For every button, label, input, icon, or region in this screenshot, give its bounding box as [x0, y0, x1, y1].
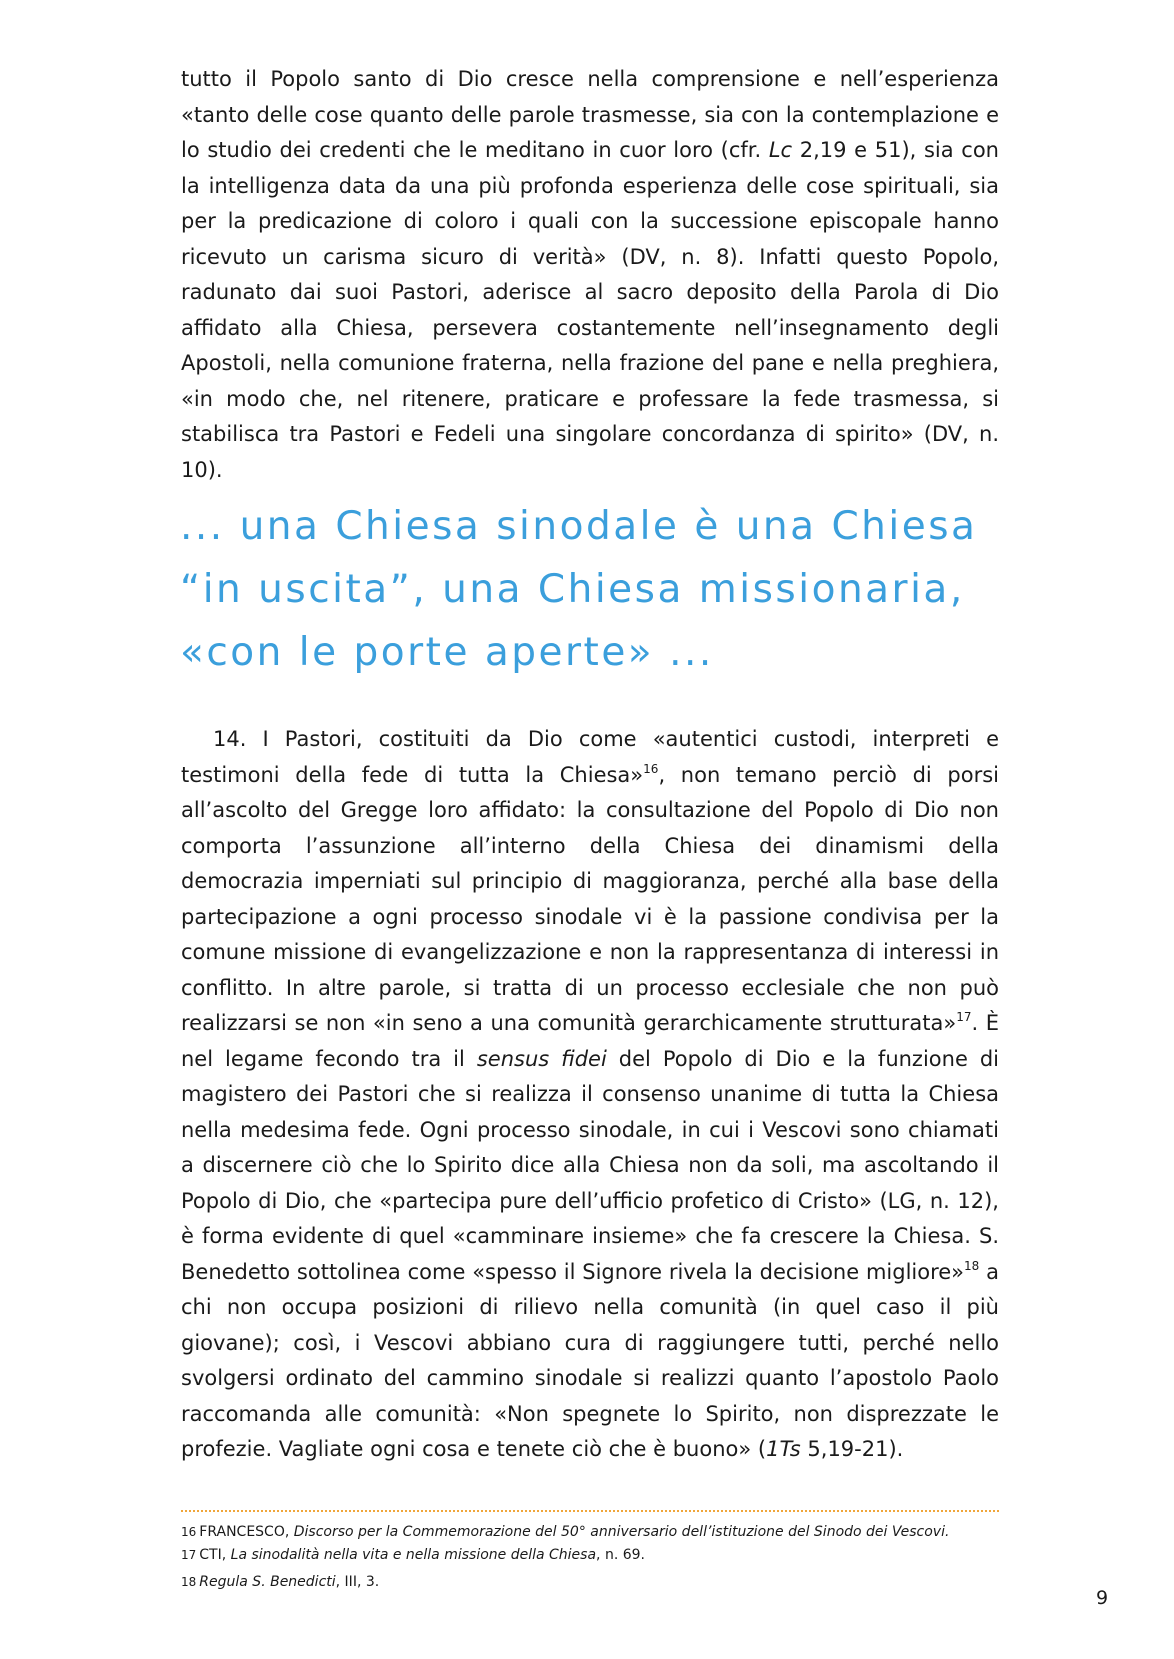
footnote-title: Regula S. Benedicti [199, 1574, 336, 1590]
footnote-number: 18 [181, 1575, 197, 1589]
pull-quote-line-3: «con le porte aperte» ... [180, 630, 714, 675]
para1-text-b: 2,19 e 51), sia con la intelligenza data da una più profonda esperienza delle cose spirituali, sia per la predicazione di coloro i quali con la successione episcopale hanno ricevuto un carisma sicuro di verità» (DV, n. 8). Infatti questo Popolo, radunato dai suoi Pastori, aderisce al sacro deposito della Parola di Dio affidato alla Chiesa, persevera costantemente nell’insegnamento degli Apostoli, nella comunione fraterna, nella frazione del pane e nella preghiera, «in modo che, nel ritenere, praticare e professare la fede trasmessa, si stabilisca tra Pastori e Fedeli una singolare concordanza di spirito» (DV, n. 10). [181, 138, 999, 482]
footnote-rest: , n. 69. [596, 1547, 645, 1563]
footnote-number: 16 [181, 1525, 197, 1539]
para2-text-e: a chi non occupa posizioni di rilievo nella comunità (in quel caso il più giovane); così, i Vescovi abbiano cura di raggiungere tutti, perché nello svolgersi ordinato del cammino sinodale si realizzi quanto l’apostolo Paolo raccomanda alle comunità: «Non spegnete lo Spirito, non disprezzate le profezie. Vagliate ogni cosa e tenete ciò che è buono» ( [181, 1259, 1000, 1461]
footnote-author: CTI, [199, 1547, 231, 1563]
para1-text-a: tutto il Popolo santo di Dio cresce nella comprensione e nell’esperienza «tanto delle cose quanto delle parole trasmesse, sia con la contemplazione e lo studio dei credenti che le meditano in cuor loro (cfr. [181, 67, 999, 162]
footnote-number: 17 [181, 1548, 197, 1562]
para2-text-f: 5,19-21). [800, 1437, 904, 1461]
para2-text-a: 14. I Pastori, costituiti da Dio come «autentici custodi, interpreti e testimoni della fede di tutta la Chiesa» [181, 727, 999, 787]
footnote-ref-17: 17 [956, 1010, 972, 1024]
body-paragraph-1 [181, 62, 999, 488]
sensus-fidei: sensus fidei [476, 1046, 607, 1071]
body-paragraph-14 [181, 722, 999, 1468]
para2-text-d: del Popolo di Dio e la funzione di magistero dei Pastori che si realizza il consenso unanime di tutta la Chiesa nella medesima fede. Ogni processo sinodale, in cui i Vescovi sono chiamati a discernere ciò che lo Spirito dice alla Chiesa non da soli, ma ascoltando il Popolo di Dio, che «partecipa pure dell’ufficio profetico di Cristo» (LG, n. 12), è forma evidente di quel «camminare insieme» che fa crescere la Chiesa. S. Benedetto sottolinea come «spesso il Signore rivela la decisione migliore» [181, 1046, 999, 1284]
footnote-title: Discorso per la Commemorazione del 50° anniversario dell’istituzione del Sinodo dei Vescovi. [293, 1524, 950, 1540]
page-number: 9 [1096, 1587, 1109, 1609]
pull-quote-line-1: ... una Chiesa sinodale è una Chiesa [180, 504, 978, 549]
pull-quote-line-2: “in uscita”, una Chiesa missionaria, [180, 567, 965, 612]
footnote-title: La sinodalità nella vita e nella missione della Chiesa [230, 1547, 597, 1563]
pull-quote [180, 495, 1040, 684]
para2-ref: 1Ts [766, 1437, 801, 1461]
footnote-18 [181, 1571, 1011, 1594]
footnote-ref-18: 18 [964, 1258, 980, 1273]
para2-text-c: . È nel legame fecondo tra il [181, 1011, 999, 1071]
footnote-author: FRANCESCO, [199, 1524, 294, 1540]
footnote-16 [181, 1521, 1011, 1544]
footnotes [181, 1521, 1011, 1594]
footnote-17 [181, 1544, 1011, 1567]
para2-text-b: , non temano perciò di porsi all’ascolto del Gregge loro affidato: la consultazione del Popolo di Dio non comporta l’assunzione all’interno della Chiesa dei dinamismi della democrazia imperniati sul principio di maggioranza, perché alla base della partecipazione a ogni processo sinodale vi è la passione condivisa per la comune missione di evangelizzazione e non la rappresentanza di interessi in conflitto. In altre parole, si tratta di un processo ecclesiale che non può realizzarsi se non «in seno a una comunità gerarchicamente strutturata» [181, 762, 999, 1035]
footnote-divider [181, 1510, 999, 1512]
footnote-ref-16: 16 [643, 761, 659, 776]
footnote-rest: , III, 3. [335, 1574, 380, 1590]
para1-ref: Lc [768, 138, 793, 162]
